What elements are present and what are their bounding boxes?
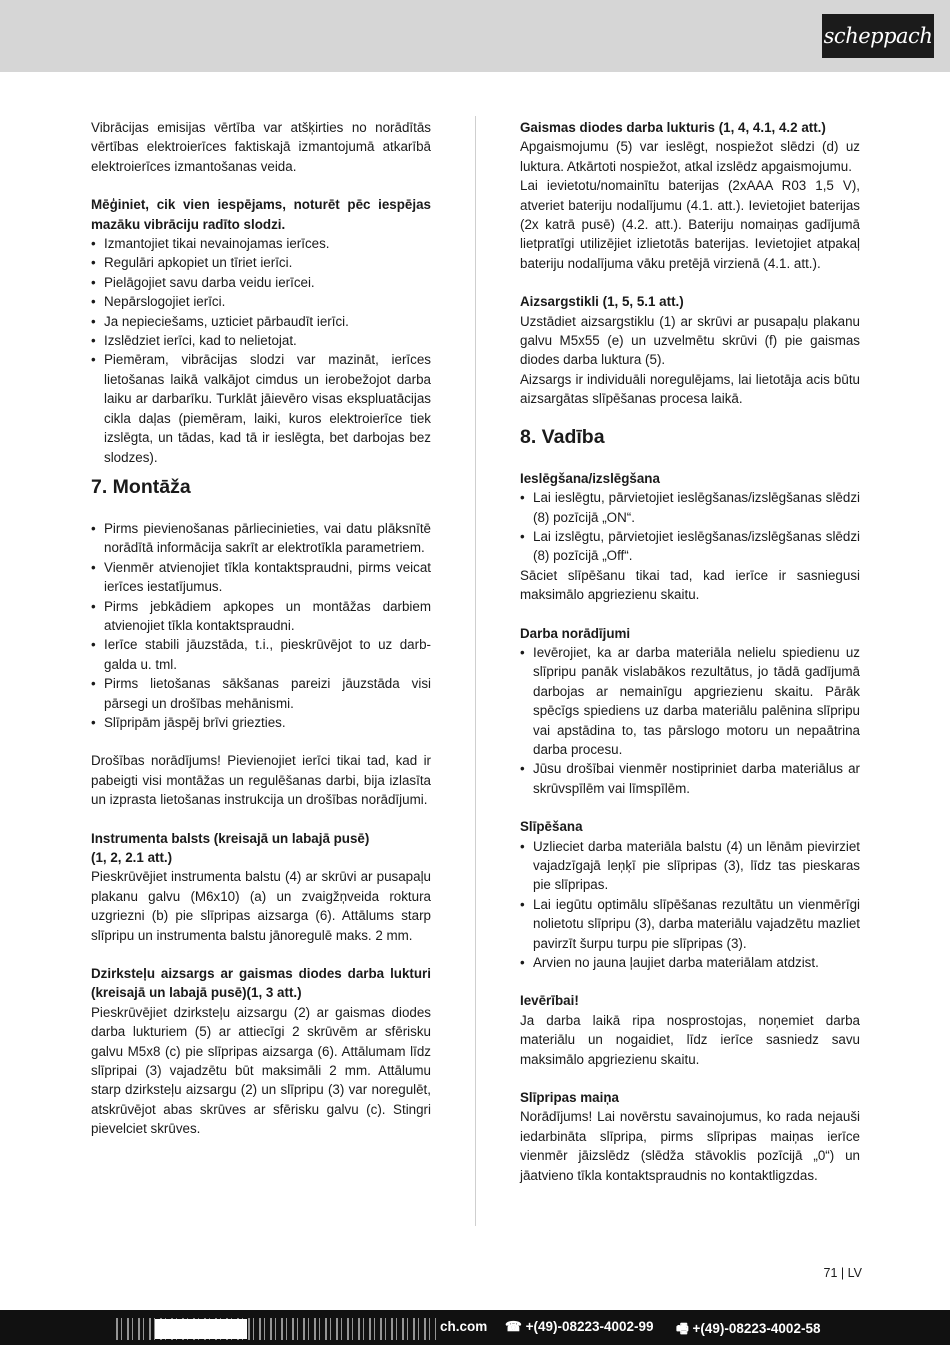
tool-rest-text: Pieskrūvējiet instrumenta balstu (4) ar skrūvi ar pusapaļu plakanu galvu (M6x10) (a) un zvaigžņveida roktura uzgriezni (b) pie slīpripas aizsarga (6). Attālums starp slīpripu un instrumenta balstu jānoregulē maks. 2 mm. <box>91 869 431 943</box>
attention-heading: Ievērībai! <box>520 993 579 1009</box>
safety-note: Drošības norādījums! Pievienojiet ierīci tikai tad, kad ir pabeigti visi montāžas un regulēšanas darbi, bija izlasīta un izprasta lietošanas instrukcija un drošības norādījumi. <box>91 753 431 808</box>
footer-bar <box>0 1310 950 1345</box>
list-item: • Ievērojiet, ka ar darba materiāla nelielu spiedienu uz slīpripu panāk vislabākos rezultātus, jo tādā gadījumā darbojas ar nemainīgu apgriezienu skaitu. Pārāk spēcīgs spiediens uz darba materiālu palēnina slīpripu vai apstādina to, tas pārslogo motoru un nepaātrina darba procesu. <box>520 643 860 759</box>
safety-glass-text-1: Uzstādiet aizsargstiklu (1) ar skrūvi ar pusapaļu plakanu galvu M5x55 (e) un uzvelmētu skrūvi (f) pie gaismas diodes darba luktura (5). <box>520 313 860 368</box>
list-item: • Ierīce stabili jāuzstāda, t.i., pieskrūvējot to uz darbgalda u. tml. <box>91 635 431 674</box>
led-lamp-text-1: Apgaismojumu (5) var ieslēgt, nospiežot slēdzi (d) uz luktura. Atkārtoti nospiežot, atkal izslēdz apgaismojumu. <box>520 139 860 174</box>
list-item: • Nepārslogojiet ierīci. <box>91 292 431 311</box>
list-item: • Izslēdziet ierīci, kad to nelietojat. <box>91 331 431 350</box>
assembly-list <box>91 519 431 732</box>
tool-rest-heading <box>91 829 431 868</box>
header-bar <box>0 0 950 72</box>
right-column <box>520 118 860 1185</box>
list-item: • Lai izslēgtu, pārvietojiet ieslēgšanas/izslēgšanas slēdzi (8) pozīcijā „Off“. <box>520 527 860 566</box>
list-item: • Arvien no jauna ļaujiet darba materiālam atdzist. <box>520 953 860 972</box>
list-item: • Uzlieciet darba materiāla balstu (4) un lēnām pievirziet vajadzīgajā leņķī pie slīpripas (3), līdz tas pieskaras pie slīpripas. <box>520 837 860 895</box>
tool-rest-heading-line-1: Instrumenta balsts (kreisajā un labajā pusē) <box>91 830 370 846</box>
on-off-heading: Ieslēgšana/izslēgšana <box>520 470 660 486</box>
on-off-list <box>520 488 860 566</box>
footer-graphic-block <box>155 1319 247 1339</box>
grinding-heading: Slīpēšana <box>520 819 583 835</box>
brand-logo: scheppach <box>822 14 934 58</box>
work-tips-heading: Darba norādījumi <box>520 625 631 641</box>
on-off-text: Sāciet slīpēšanu tikai tad, kad ierīce ir sasniegusi maksimālo apgriezienu skaitu. <box>520 567 860 603</box>
safety-glass-text-2: Aizsargs ir individuāli noregulējams, lai lietotāja acis būtu aizsargātas slīpēšanas procesa laikā. <box>520 371 860 407</box>
list-item: • Pirms jebkādiem apkopes un montāžas darbiem atvienojiet tīkla kontaktspraudni. <box>91 597 431 636</box>
list-item: • Pielāgojiet savu darba veidu ierīcei. <box>91 273 431 292</box>
led-lamp-heading: Gaismas diodes darba lukturis (1, 4, 4.1, 4.2 att.) <box>520 120 826 135</box>
left-column <box>91 118 431 1139</box>
list-item: • Lai iegūtu optimālu slīpēšanas rezultātu un vienmērīgi nolietotu slīpripu (3), darba materiālu vajadzētu mazliet pavirzīt šurpu turpu pie slīpripas (3). <box>520 895 860 953</box>
column-divider <box>475 116 476 1226</box>
footer-fax: 🖷 +(49)-08223-4002-58 <box>676 1321 821 1336</box>
list-item: • Slīpripām jāspēj brīvi griezties. <box>91 713 431 732</box>
spark-guard-heading: Dzirksteļu aizsargs ar gaismas diodes darba lukturi (kreisajā un labajā pusē)(1, 3 att.) <box>91 966 431 1001</box>
list-item: • Regulāri apkopiet un tīriet ierīci. <box>91 253 431 272</box>
list-item: • Vienmēr atvienojiet tīkla kontaktspraudni, pirms veicat ierīces iestatījumus. <box>91 558 431 597</box>
grinding-list <box>520 837 860 973</box>
list-item: • Pirms pievienošanas pārliecinieties, vai datu plāksnītē norādītā informācija sakrīt ar elektrotīkla parametriem. <box>91 519 431 558</box>
safety-glass-heading: Aizsargstikli (1, 5, 5.1 att.) <box>520 294 684 310</box>
vibration-intro: Vibrācijas emisijas vērtība var atšķirties no norādītās vērtības elektroierīces faktiskajā izmantojumā atkarībā elektroierīces izmantošanas veida. <box>91 120 431 174</box>
wheel-change-text: Norādījums! Lai novērstu savainojumus, ko rada nejauši iedarbināta slīpripa, pirms slīpripas maiņas ierīce vienmēr jāizslēdz (slēdža stāvoklis pozīcijā „0“) un jāatvieno tīkla kontaktspraudnis no kontaktligzdas. <box>520 1109 860 1183</box>
list-item: • Izmantojiet tikai nevainojamas ierīces. <box>91 234 431 253</box>
section-8-title: 8. Vadība <box>520 425 605 448</box>
section-7-title: 7. Montāža <box>91 475 191 498</box>
list-item: • Jūsu drošībai vienmēr nostipriniet darba materiālus ar skrūvspīlēm vai līmspīlēm. <box>520 759 860 798</box>
footer-website[interactable]: ch.com <box>440 1319 488 1334</box>
footer-phone: ☎ +(49)-08223-4002-99 <box>505 1319 654 1334</box>
led-lamp-text-2: Lai ievietotu/nomainītu baterijas (2xAAA R03 1,5 V), atveriet bateriju nodalījumu (4.1. att.). Ievietojiet baterijas (2x katrā pusē) (4.2. att.). Bateriju nomaiņas gadījumā lietpratīgi utilizējiet izlietotās baterijas. Ievietojiet atpakaļ bateriju nodalījuma vāku pretējā virzienā (4.1. att.). <box>520 178 860 271</box>
vibration-heading: Mēģiniet, cik vien iespējams, noturēt pēc iespējas mazāku vibrāciju radīto slodzi. <box>91 197 431 232</box>
attention-text: Ja darba laikā ripa nosprostojas, noņemiet darba materiālu un nogaidiet, līdz ierīce sasniedz savu maksimālo apgriezienu skaitu. <box>520 1012 860 1067</box>
vibration-list <box>91 234 431 467</box>
list-item: • Piemēram, vibrācijas slodzi var mazināt, ierīces lietošanas laikā valkājot cimdus un ierobežojot darba laiku ar darbarīku. Turklāt jāievēro visas ekspluatācijas cikla daļas (piemēram, laiki, kuros elektroierīce tiek izslēgta, un tādas, kad tā ir ieslēgta, bet darbojas bez slodzes). <box>91 350 431 466</box>
list-item: • Ja nepieciešams, uzticiet pārbaudīt ierīci. <box>91 312 431 331</box>
page-number: 71 | LV <box>823 1266 862 1280</box>
tool-rest-heading-line-2: (1, 2, 2.1 att.) <box>91 850 173 865</box>
spark-guard-text: Pieskrūvējiet dzirksteļu aizsargu (2) ar gaismas diodes darba lukturiem (5) ar attiecīgi 2 skrūvēm ar sfērisku galvu M5x8 (c) pie slīpripas aizsarga (6). Attālumam līdz slīpripai (3) vajadzētu būt maksimāli 2 mm. Attālumu starp dzirksteļu aizsargu (2) un slīpripu (3) var noregulēt, atskrūvējot abas skrūves ar sfērisku galvu (c). Stingri pievelciet skrūves. <box>91 1004 431 1137</box>
wheel-change-heading: Slīpripas maiņa <box>520 1090 619 1106</box>
list-item: • Lai ieslēgtu, pārvietojiet ieslēgšanas/izslēgšanas slēdzi (8) pozīcijā „ON“. <box>520 488 860 527</box>
list-item: • Pirms lietošanas sākšanas pareizi jāuzstāda visi pārsegi un drošības mehānismi. <box>91 674 431 713</box>
work-tips-list <box>520 643 860 798</box>
